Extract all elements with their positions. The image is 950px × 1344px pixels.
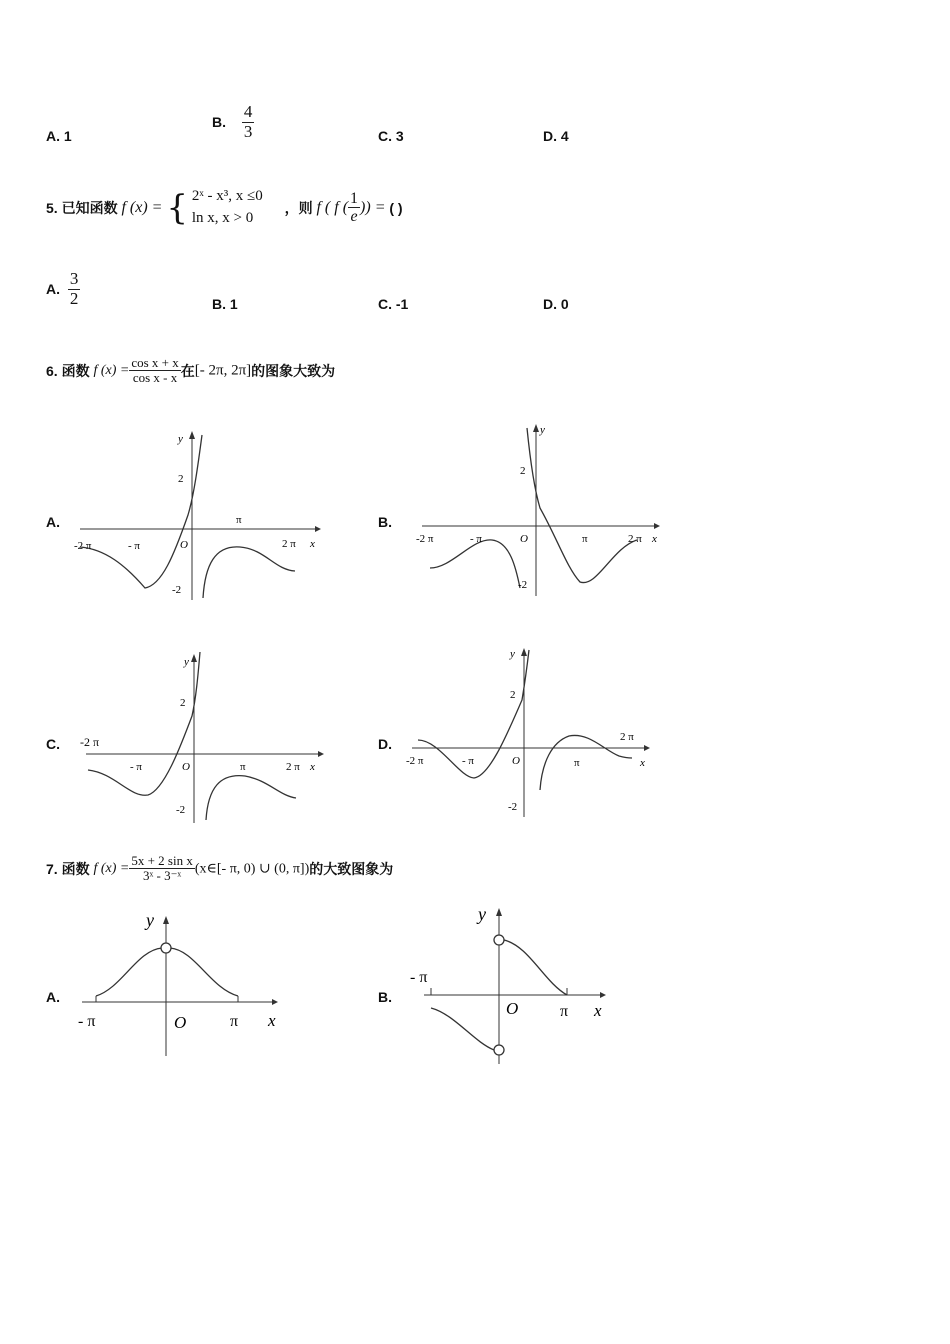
fraction-denominator: 2 bbox=[69, 288, 79, 308]
tick-neg-pi: - π bbox=[470, 533, 482, 545]
x-axis-arrow bbox=[644, 745, 650, 751]
curve-right bbox=[527, 428, 637, 583]
y-label: y bbox=[146, 910, 154, 930]
curve-left bbox=[80, 435, 202, 588]
fraction bbox=[129, 854, 195, 884]
x-label: x bbox=[652, 533, 657, 545]
y-label: y bbox=[510, 648, 515, 660]
stem-text: 函数 bbox=[61, 362, 90, 379]
tick-neg-pi: - π bbox=[78, 1013, 96, 1030]
option-c bbox=[378, 128, 404, 144]
stem-text: 函数 bbox=[61, 860, 90, 877]
x-axis-arrow bbox=[315, 526, 321, 532]
graph-option-label: C. bbox=[46, 736, 60, 752]
stem-text: 在 bbox=[180, 362, 195, 379]
graph-option-label: D. bbox=[378, 736, 392, 752]
y-label: y bbox=[478, 904, 486, 924]
x-label: x bbox=[268, 1011, 276, 1030]
stem-text: 的大致图象为 bbox=[309, 860, 394, 877]
option-label: B. bbox=[212, 114, 226, 131]
graph-6a bbox=[70, 425, 330, 605]
option-a bbox=[46, 270, 80, 308]
curve-right bbox=[203, 547, 295, 598]
option-d bbox=[543, 128, 569, 144]
option-text: 0 bbox=[560, 296, 569, 312]
question-number: 6. bbox=[46, 362, 58, 379]
tick-pi: π bbox=[574, 757, 580, 769]
y-label: y bbox=[178, 433, 183, 445]
case-2: ln x, x > 0 bbox=[191, 209, 254, 226]
option-d bbox=[543, 296, 569, 312]
option-text: 3 bbox=[395, 128, 404, 144]
x-axis-arrow bbox=[654, 523, 660, 529]
graph-6b bbox=[412, 418, 672, 603]
tick-neg-2pi: -2 π bbox=[406, 755, 424, 767]
tick-neg-pi: - π bbox=[130, 761, 142, 773]
curve-right bbox=[504, 940, 567, 995]
y-axis-arrow bbox=[163, 916, 169, 924]
option-c bbox=[378, 296, 408, 312]
graph-7a bbox=[72, 908, 292, 1060]
x-axis-arrow bbox=[272, 999, 278, 1005]
fraction-numerator: 1 bbox=[350, 189, 359, 207]
option-label: C. bbox=[378, 128, 392, 144]
y-label: y bbox=[184, 656, 189, 668]
question-6-stem bbox=[46, 356, 335, 386]
option-b bbox=[212, 103, 254, 141]
tick-2: 2 bbox=[178, 473, 184, 485]
case-1: 2ˣ - x³, x ≤0 bbox=[191, 188, 263, 204]
option-text: 1 bbox=[63, 128, 72, 144]
origin-label: O bbox=[512, 755, 520, 767]
tick-neg-pi: - π bbox=[410, 969, 428, 986]
y-label: y bbox=[540, 424, 545, 436]
open-point-bottom bbox=[494, 1045, 504, 1055]
x-label: x bbox=[640, 757, 645, 769]
question-7-stem bbox=[46, 854, 393, 884]
fraction-numerator: 4 bbox=[243, 102, 253, 121]
tick-neg-2: -2 bbox=[508, 801, 518, 813]
tick-neg-2pi: -2 π bbox=[80, 735, 100, 749]
tick-2: 2 bbox=[510, 689, 516, 701]
tick-neg-2pi: -2 π bbox=[74, 540, 92, 552]
function-lhs: f (x) = bbox=[93, 860, 130, 876]
graph-7b bbox=[404, 902, 624, 1067]
fraction-numerator: cos x + x bbox=[131, 355, 179, 370]
curve-right bbox=[206, 776, 296, 820]
fraction-denominator: 3 bbox=[243, 121, 253, 141]
x-label: x bbox=[310, 538, 315, 550]
tick-neg-2: -2 bbox=[172, 584, 182, 596]
stem-text: 已知函数 bbox=[61, 199, 118, 216]
origin-label: O bbox=[506, 999, 519, 1018]
tick-neg-2: -2 bbox=[176, 804, 186, 816]
tick-2pi: 2 π bbox=[282, 538, 296, 550]
x-axis-arrow bbox=[318, 751, 324, 757]
curve bbox=[96, 948, 238, 996]
option-label: D. bbox=[543, 296, 557, 312]
fraction bbox=[129, 356, 180, 386]
origin-label: O bbox=[174, 1013, 187, 1032]
x-axis-arrow bbox=[600, 992, 606, 998]
open-point bbox=[161, 943, 171, 953]
question-number: 5. bbox=[46, 199, 58, 216]
question-5-stem bbox=[46, 186, 403, 230]
curve-left bbox=[431, 1008, 494, 1050]
option-label: A. bbox=[46, 128, 60, 144]
origin-label: O bbox=[520, 533, 528, 545]
graph-6c bbox=[80, 648, 330, 828]
tick-2pi: 2 π bbox=[628, 533, 642, 545]
y-axis-arrow bbox=[533, 424, 539, 432]
function-lhs: f (x) = bbox=[93, 362, 130, 378]
y-axis-arrow bbox=[191, 654, 197, 662]
fraction bbox=[68, 270, 81, 308]
tick-2: 2 bbox=[180, 697, 186, 709]
piecewise-cases bbox=[192, 186, 263, 230]
graph-option-label: A. bbox=[46, 514, 60, 530]
graph-option-label: B. bbox=[378, 989, 392, 1005]
origin-label: O bbox=[180, 539, 188, 551]
option-text: -1 bbox=[395, 296, 409, 312]
curve-left bbox=[430, 540, 520, 588]
curve-left bbox=[88, 652, 200, 795]
domain: (x∈[- π, 0) ∪ (0, π]) bbox=[194, 861, 310, 877]
tick-2pi: 2 π bbox=[286, 761, 300, 773]
fraction-numerator: 5x + 2 sin x bbox=[131, 853, 193, 868]
tick-neg-2pi: -2 π bbox=[416, 533, 434, 545]
tick-pi: π bbox=[582, 533, 588, 545]
option-label: B. bbox=[212, 296, 226, 312]
open-point-top bbox=[494, 935, 504, 945]
tick-pi: π bbox=[236, 514, 242, 526]
option-label: C. bbox=[378, 296, 392, 312]
tick-pi: π bbox=[560, 1003, 569, 1020]
answer-blank: ( ) bbox=[389, 199, 403, 216]
option-a bbox=[46, 128, 72, 144]
y-axis-arrow bbox=[521, 648, 527, 656]
graph-option-label: A. bbox=[46, 989, 60, 1005]
option-text: 1 bbox=[229, 296, 238, 312]
fraction-numerator: 3 bbox=[69, 269, 79, 288]
interval: [- 2π, 2π] bbox=[194, 362, 252, 379]
option-label: D. bbox=[543, 128, 557, 144]
tick-neg-2: -2 bbox=[518, 579, 528, 591]
stem-text: 的图象大致为 bbox=[251, 362, 336, 379]
fraction bbox=[242, 103, 255, 141]
tick-pi: π bbox=[230, 1013, 239, 1030]
option-text: 4 bbox=[560, 128, 569, 144]
origin-label: O bbox=[182, 761, 190, 773]
tick-pi: π bbox=[240, 761, 246, 773]
tick-2: 2 bbox=[520, 465, 526, 477]
fraction bbox=[348, 190, 360, 226]
stem-text: ，则 bbox=[284, 199, 313, 216]
composite-prefix: f ( f ( bbox=[316, 198, 349, 216]
fraction-denominator: 3ˣ - 3⁻ˣ bbox=[142, 868, 182, 884]
fraction-denominator: e bbox=[350, 208, 358, 226]
option-b bbox=[212, 296, 238, 312]
graph-6d bbox=[404, 642, 664, 822]
function-lhs: f (x) = bbox=[121, 198, 163, 216]
tick-neg-pi: - π bbox=[128, 540, 140, 552]
tick-2pi: 2 π bbox=[620, 731, 634, 743]
left-brace: { bbox=[166, 187, 188, 228]
y-axis-arrow bbox=[496, 908, 502, 916]
x-label: x bbox=[310, 761, 315, 773]
tick-neg-pi: - π bbox=[462, 755, 474, 767]
curve-right bbox=[540, 735, 632, 790]
graph-option-label: B. bbox=[378, 514, 392, 530]
composite-suffix: )) = bbox=[360, 198, 386, 216]
x-label: x bbox=[594, 1001, 602, 1020]
y-axis-arrow bbox=[189, 431, 195, 439]
question-number: 7. bbox=[46, 860, 58, 877]
fraction-denominator: cos x - x bbox=[132, 370, 178, 386]
option-label: A. bbox=[46, 281, 60, 298]
